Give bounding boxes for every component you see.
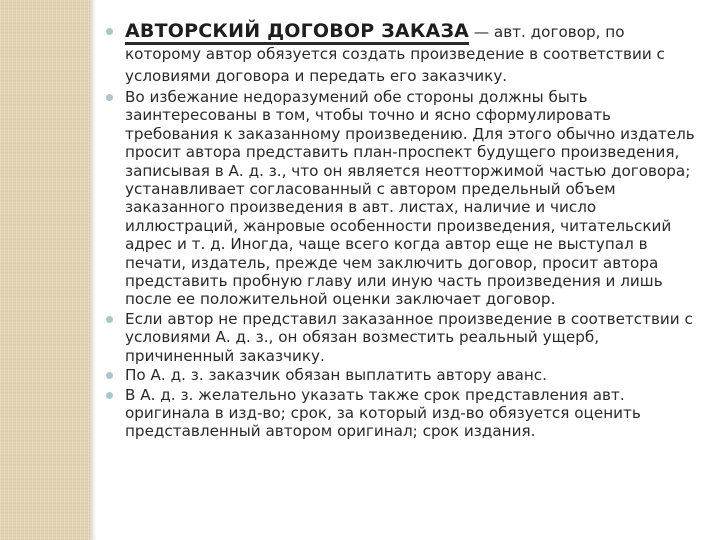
bullet-dot-icon [106, 94, 113, 101]
bullet-item-definition [104, 20, 696, 87]
bullet-item-deadlines [104, 386, 696, 441]
bullet-list [104, 20, 696, 441]
definition-text: — авт. договор, по которому автор обязуется создать произведение в соответствии с условиями договора и передать его заказчику. [125, 23, 665, 85]
bullet-dot-icon [106, 316, 113, 323]
bullet-item-requirements [104, 88, 696, 309]
bullet-text: По А. д. з. заказчик обязан выплатить автору аванс. [125, 366, 547, 385]
decorative-side-panel [0, 0, 90, 540]
term-heading: АВТОРСКИЙ ДОГОВОР ЗАКАЗА [125, 20, 469, 45]
bullet-dot-icon [106, 392, 113, 399]
bullet-text: Если автор не представил заказанное произведение в соответствии с условиями А. д. з., он обязан возместить реальный ущерб, причиненный заказчику. [125, 309, 693, 365]
bullet-dot-icon [106, 372, 113, 379]
slide-content [104, 20, 696, 442]
panel-shadow [90, 0, 96, 540]
bullet-item-damages [104, 310, 696, 365]
bullet-text: В А. д. з. желательно указать также срок представления авт. оригинала в изд-во; срок, за который изд-во обязуется оценить представленный автором оригинал; срок издания. [125, 385, 641, 441]
bullet-text: Во избежание недоразумений обе стороны должны быть заинтересованы в том, чтобы точно и ясно сформулировать требования к заказанному произведению. Для этого обычно издатель просит автора представить план-проспект будущего произведения, записывая в А. д. з., что он является неотторжимой частью договора; устанавливает согласованный с автором предельный объем заказанного произведения в авт. листах, наличие и число иллюстраций, жанровые особенности произведения, читательский адрес и т. д. Иногда, чаще всего когда автор еще не выступал в печати, издатель, прежде чем заключить договор, просит автора представить пробную главу или иную часть произведения и лишь после ее положительной оценки заключает договор. [125, 88, 695, 309]
bullet-item-advance [104, 366, 696, 384]
bullet-dot-icon [106, 28, 113, 35]
